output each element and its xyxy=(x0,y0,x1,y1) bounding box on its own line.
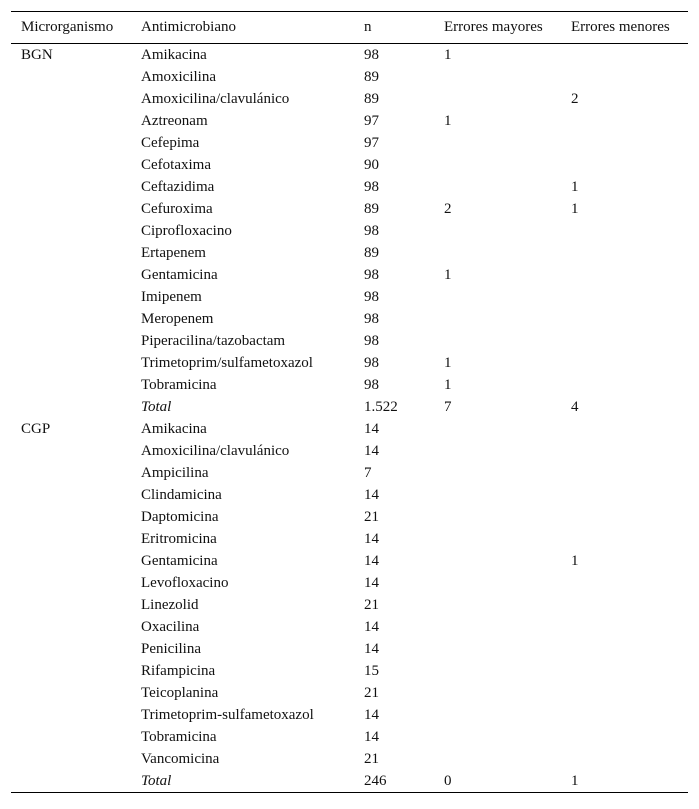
results-table xyxy=(11,11,688,793)
cell-antimicrobiano: Vancomicina xyxy=(141,750,220,767)
cell-errores-mayores: 1 xyxy=(444,266,452,283)
cell-n: 14 xyxy=(364,618,379,635)
cell-errores-mayores xyxy=(434,154,561,176)
cell-n: 90 xyxy=(364,156,379,173)
cell-errores-mayores xyxy=(434,242,561,264)
cell-antimicrobiano: Trimetoprim-sulfametoxazol xyxy=(141,706,314,723)
cell-antimicrobiano: Cefepima xyxy=(141,134,200,151)
cell-microorganismo xyxy=(11,748,131,770)
cell-errores-menores xyxy=(561,440,688,462)
cell-microorganismo xyxy=(11,484,131,506)
cell-n: 14 xyxy=(364,728,379,745)
cell-n: 246 xyxy=(354,770,434,793)
cell-microorganismo xyxy=(11,726,131,748)
table-row xyxy=(11,506,688,528)
cell-antimicrobiano: Ampicilina xyxy=(141,464,209,481)
cell-n: 21 xyxy=(364,750,379,767)
cell-errores-menores: 4 xyxy=(571,398,579,415)
cell-n: 1.522 xyxy=(364,398,398,415)
cell-errores-menores xyxy=(561,44,688,67)
cell-microorganismo xyxy=(11,704,131,726)
cell-microorganismo xyxy=(11,616,131,638)
cell-microorganismo xyxy=(11,132,131,154)
cell-errores-mayores xyxy=(434,660,561,682)
cell-n: 98 xyxy=(364,266,379,283)
cell-errores-mayores xyxy=(434,330,561,352)
table-row xyxy=(11,704,688,726)
header-n: n xyxy=(354,12,434,44)
cell-n: 98 xyxy=(364,354,379,371)
table-row xyxy=(11,110,688,132)
cell-errores-menores xyxy=(561,572,688,594)
cell-errores-menores xyxy=(561,154,688,176)
cell-errores-menores: 1 xyxy=(571,200,579,217)
table-row xyxy=(11,594,688,616)
cell-errores-mayores xyxy=(434,506,561,528)
cell-microorganismo xyxy=(11,506,131,528)
header-antimicrobiano: Antimicrobiano xyxy=(131,12,354,44)
cell-errores-mayores xyxy=(434,616,561,638)
table-row xyxy=(11,44,688,67)
cell-microorganismo xyxy=(11,462,131,484)
cell-n: 97 xyxy=(364,112,379,129)
header-microorganismo: Microrganismo xyxy=(11,12,131,44)
table-row xyxy=(11,528,688,550)
cell-microorganismo xyxy=(11,286,131,308)
cell-microorganismo xyxy=(11,110,131,132)
cell-errores-mayores: 1 xyxy=(444,354,452,371)
cell-errores-mayores: 1 xyxy=(444,46,452,63)
cell-errores-mayores xyxy=(434,726,561,748)
cell-n: 14 xyxy=(364,574,379,591)
cell-n: 21 xyxy=(364,508,379,525)
cell-n: 89 xyxy=(364,244,379,261)
cell-errores-mayores xyxy=(434,550,561,572)
cell-errores-menores: 1 xyxy=(571,552,579,569)
cell-n: 98 xyxy=(364,376,379,393)
cell-total-label: Total xyxy=(141,398,172,415)
cell-microorganismo: BGN xyxy=(21,46,53,63)
table-row xyxy=(11,638,688,660)
table-row xyxy=(11,726,688,748)
cell-errores-menores: 1 xyxy=(561,770,688,793)
cell-n: 14 xyxy=(364,552,379,569)
cell-antimicrobiano: Cefuroxima xyxy=(141,200,213,217)
cell-errores-menores xyxy=(561,220,688,242)
cell-antimicrobiano: Clindamicina xyxy=(141,486,222,503)
header-errores-menores: Errores menores xyxy=(561,12,688,44)
table-row xyxy=(11,242,688,264)
cell-errores-mayores xyxy=(434,748,561,770)
cell-errores-mayores xyxy=(434,132,561,154)
cell-errores-menores xyxy=(561,638,688,660)
cell-errores-menores xyxy=(561,264,688,286)
table-row xyxy=(11,264,688,286)
table-total-row xyxy=(11,396,688,418)
cell-microorganismo xyxy=(11,176,131,198)
table-row xyxy=(11,352,688,374)
cell-antimicrobiano: Imipenem xyxy=(141,288,202,305)
cell-errores-menores xyxy=(561,726,688,748)
cell-errores-mayores xyxy=(434,594,561,616)
cell-errores-menores xyxy=(561,308,688,330)
cell-errores-menores xyxy=(561,594,688,616)
cell-n: 98 xyxy=(364,310,379,327)
header-errores-mayores: Errores mayores xyxy=(434,12,561,44)
cell-errores-mayores xyxy=(434,88,561,110)
cell-antimicrobiano: Meropenem xyxy=(141,310,214,327)
cell-antimicrobiano: Amoxicilina xyxy=(141,68,216,85)
cell-antimicrobiano: Oxacilina xyxy=(141,618,200,635)
cell-n: 98 xyxy=(364,178,379,195)
cell-microorganismo: CGP xyxy=(21,420,51,437)
cell-n: 14 xyxy=(364,706,379,723)
cell-microorganismo xyxy=(11,550,131,572)
table-row xyxy=(11,462,688,484)
cell-errores-mayores xyxy=(434,418,561,440)
cell-errores-menores xyxy=(561,374,688,396)
table-row xyxy=(11,616,688,638)
cell-antimicrobiano: Amoxicilina/clavulánico xyxy=(141,90,290,107)
cell-errores-menores xyxy=(561,418,688,440)
cell-microorganismo xyxy=(11,594,131,616)
table-row xyxy=(11,330,688,352)
cell-antimicrobiano: Ceftazidima xyxy=(141,178,215,195)
table-row xyxy=(11,660,688,682)
cell-microorganismo xyxy=(11,154,131,176)
cell-errores-mayores xyxy=(434,638,561,660)
cell-microorganismo xyxy=(11,660,131,682)
cell-n: 98 xyxy=(364,46,379,63)
cell-antimicrobiano: Gentamicina xyxy=(141,552,218,569)
cell-n: 14 xyxy=(364,442,379,459)
cell-antimicrobiano: Tobramicina xyxy=(141,728,217,745)
table-row xyxy=(11,220,688,242)
table-body xyxy=(11,44,688,793)
cell-microorganismo xyxy=(11,220,131,242)
table-row xyxy=(11,484,688,506)
cell-microorganismo xyxy=(11,308,131,330)
cell-n: 14 xyxy=(364,486,379,503)
cell-antimicrobiano: Penicilina xyxy=(141,640,201,657)
table-row xyxy=(11,286,688,308)
cell-n: 89 xyxy=(364,68,379,85)
cell-n: 15 xyxy=(364,662,379,679)
cell-antimicrobiano: Teicoplanina xyxy=(141,684,219,701)
table-header xyxy=(11,12,688,44)
cell-errores-mayores xyxy=(434,220,561,242)
cell-antimicrobiano: Amikacina xyxy=(141,420,207,437)
cell-antimicrobiano: Tobramicina xyxy=(141,376,217,393)
cell-n: 21 xyxy=(364,684,379,701)
cell-errores-mayores xyxy=(434,176,561,198)
cell-errores-menores xyxy=(561,528,688,550)
cell-errores-mayores xyxy=(434,572,561,594)
cell-total-label: Total xyxy=(131,770,354,793)
cell-antimicrobiano: Amikacina xyxy=(141,46,207,63)
cell-errores-mayores xyxy=(434,286,561,308)
cell-antimicrobiano: Cefotaxima xyxy=(141,156,211,173)
cell-n: 89 xyxy=(364,90,379,107)
cell-errores-menores xyxy=(561,462,688,484)
cell-antimicrobiano: Ertapenem xyxy=(141,244,206,261)
cell-microorganismo xyxy=(11,528,131,550)
cell-microorganismo xyxy=(11,242,131,264)
cell-microorganismo xyxy=(11,198,131,220)
cell-microorganismo xyxy=(11,330,131,352)
cell-errores-menores xyxy=(561,704,688,726)
cell-errores-mayores xyxy=(434,308,561,330)
table-row xyxy=(11,374,688,396)
cell-errores-menores xyxy=(561,616,688,638)
table-total-row xyxy=(11,770,688,793)
cell-errores-menores xyxy=(561,682,688,704)
cell-n: 14 xyxy=(364,420,379,437)
cell-errores-menores: 1 xyxy=(571,178,579,195)
cell-n: 14 xyxy=(364,640,379,657)
cell-n: 7 xyxy=(364,464,372,481)
table-row xyxy=(11,748,688,770)
cell-errores-menores xyxy=(561,352,688,374)
table-row xyxy=(11,550,688,572)
cell-errores-menores: 2 xyxy=(571,90,579,107)
cell-n: 21 xyxy=(364,596,379,613)
cell-microorganismo xyxy=(11,396,131,418)
cell-errores-mayores xyxy=(434,528,561,550)
cell-n: 14 xyxy=(364,530,379,547)
cell-errores-mayores xyxy=(434,440,561,462)
cell-antimicrobiano: Trimetoprim/sulfametoxazol xyxy=(141,354,313,371)
cell-errores-menores xyxy=(561,66,688,88)
cell-n: 89 xyxy=(364,200,379,217)
cell-antimicrobiano: Eritromicina xyxy=(141,530,217,547)
table-row xyxy=(11,682,688,704)
cell-errores-mayores: 0 xyxy=(434,770,561,793)
cell-microorganismo xyxy=(11,352,131,374)
cell-microorganismo xyxy=(11,440,131,462)
cell-errores-mayores xyxy=(434,484,561,506)
cell-microorganismo xyxy=(11,572,131,594)
cell-antimicrobiano: Rifampicina xyxy=(141,662,216,679)
table-row xyxy=(11,154,688,176)
cell-errores-mayores xyxy=(434,704,561,726)
cell-errores-menores xyxy=(561,242,688,264)
header-row xyxy=(11,12,688,44)
table-row xyxy=(11,198,688,220)
cell-errores-mayores: 7 xyxy=(444,398,452,415)
cell-errores-mayores xyxy=(434,66,561,88)
cell-antimicrobiano: Linezolid xyxy=(141,596,199,613)
cell-n: 98 xyxy=(364,332,379,349)
cell-n: 98 xyxy=(364,222,379,239)
cell-errores-mayores xyxy=(434,682,561,704)
cell-microorganismo xyxy=(11,374,131,396)
cell-antimicrobiano: Piperacilina/tazobactam xyxy=(141,332,286,349)
cell-antimicrobiano: Gentamicina xyxy=(141,266,218,283)
cell-errores-menores xyxy=(561,330,688,352)
table-row xyxy=(11,66,688,88)
cell-errores-mayores xyxy=(434,462,561,484)
table-row xyxy=(11,440,688,462)
cell-microorganismo xyxy=(11,66,131,88)
cell-n: 97 xyxy=(364,134,379,151)
table-row xyxy=(11,308,688,330)
cell-errores-menores xyxy=(561,748,688,770)
cell-microorganismo xyxy=(11,682,131,704)
table-row xyxy=(11,88,688,110)
cell-antimicrobiano: Ciprofloxacino xyxy=(141,222,232,239)
table-row xyxy=(11,418,688,440)
table-row xyxy=(11,132,688,154)
table-row xyxy=(11,572,688,594)
cell-antimicrobiano: Aztreonam xyxy=(141,112,208,129)
cell-errores-menores xyxy=(561,484,688,506)
cell-microorganismo xyxy=(11,264,131,286)
cell-antimicrobiano: Levofloxacino xyxy=(141,574,229,591)
cell-errores-menores xyxy=(561,286,688,308)
cell-antimicrobiano: Amoxicilina/clavulánico xyxy=(141,442,290,459)
cell-antimicrobiano: Daptomicina xyxy=(141,508,219,525)
cell-n: 98 xyxy=(364,288,379,305)
cell-errores-menores xyxy=(561,110,688,132)
cell-errores-menores xyxy=(561,660,688,682)
cell-errores-menores xyxy=(561,506,688,528)
cell-errores-mayores: 1 xyxy=(444,376,452,393)
cell-microorganismo xyxy=(11,638,131,660)
cell-microorganismo xyxy=(11,770,131,793)
cell-errores-mayores: 2 xyxy=(444,200,452,217)
cell-microorganismo xyxy=(11,88,131,110)
cell-errores-menores xyxy=(561,132,688,154)
cell-errores-mayores: 1 xyxy=(444,112,452,129)
table-row xyxy=(11,176,688,198)
